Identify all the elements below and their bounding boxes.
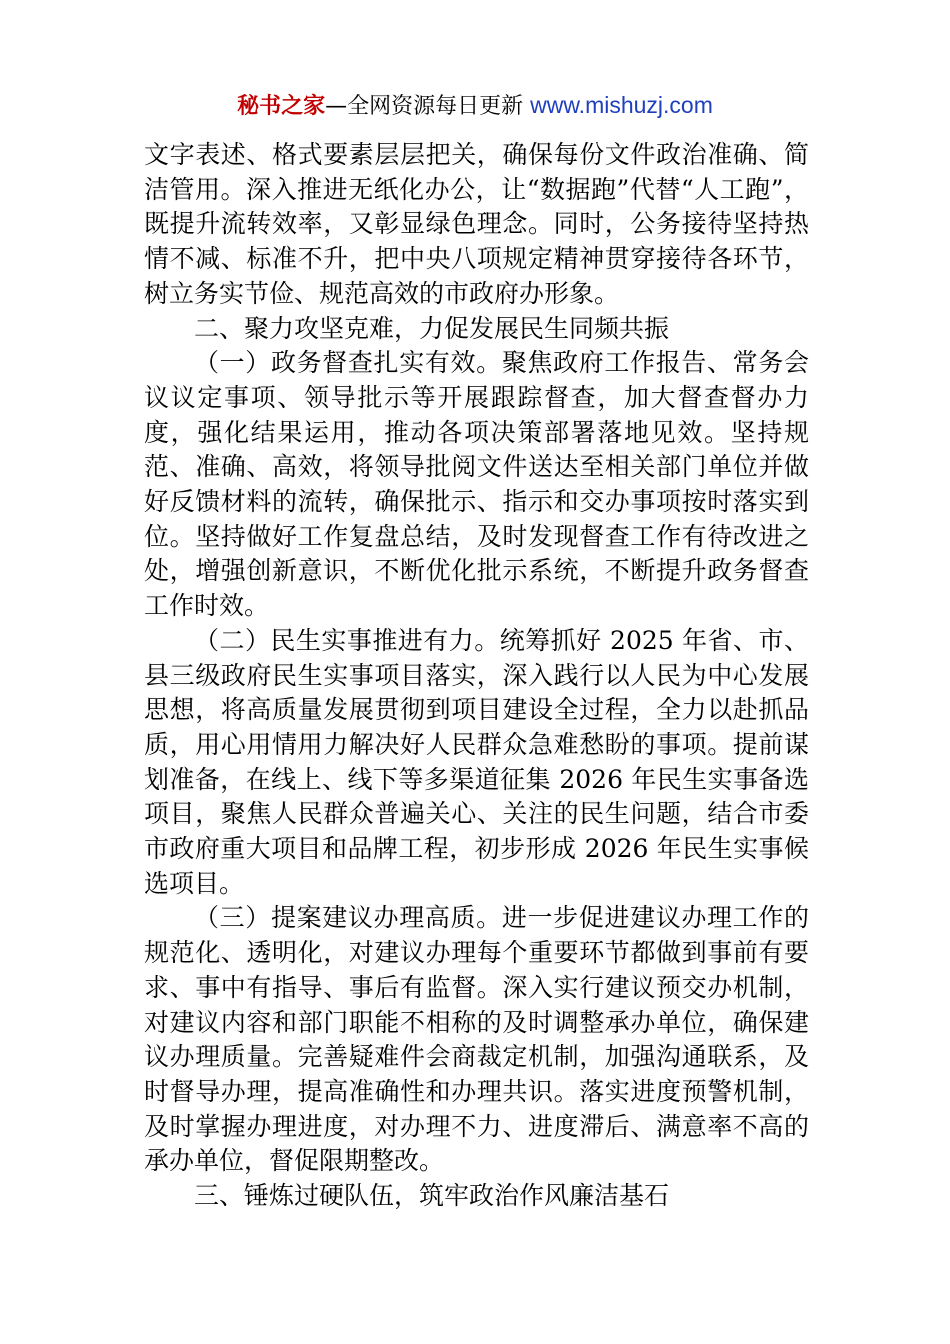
document-body xyxy=(144,138,809,1214)
site-url-link[interactable]: www.mishuzj.com xyxy=(530,92,713,118)
paragraph-livelihood: （二）民生实事推进有力。统筹抓好 2025 年省、市、县三级政府民生实事项目落实，深入践行以人民为中心发展思想，将高质量发展贯彻到项目建设全过程，全力以赴抓品质，用心用情用力解决好人民群众急难愁盼的事项。提前谋划准备，在线上、线下等多渠道征集 2026 年民生实事备选项目，聚焦人民群众普遍关心、关注的民生问题，结合市委市政府重大项目和品牌工程，初步形成 2026 年民生实事候选项目。 xyxy=(144,625,809,898)
header-tagline: —全网资源每日更新 xyxy=(325,94,531,119)
paragraph-continued: 文字表述、格式要素层层把关，确保每份文件政治准确、简洁管用。深入推进无纸化办公，让“数据跑”代替“人工跑”，既提升流转效率，又彰显绿色理念。同时，公务接待坚持热情不减、标准不升，把中央八项规定精神贯穿接待各环节，树立务实节俭、规范高效的市政府办形象。 xyxy=(144,140,809,308)
section-heading-2: 二、聚力攻坚克难，力促发展民生同频共振 xyxy=(194,313,670,343)
paragraph-proposals: （三）提案建议办理高质。进一步促进建议办理工作的规范化、透明化，对建议办理每个重要环节都做到事前有要求、事中有指导、事后有监督。深入实行建议预交办机制，对建议内容和部门职能不相称的及时调整承办单位，确保建议办理质量。完善疑难件会商裁定机制，加强沟通联系，及时督导办理，提高准确性和办理共识。落实进度预警机制，及时掌握办理进度，对办理不力、进度滞后、满意率不高的承办单位，督促限期整改。 xyxy=(144,903,809,1176)
section-heading-3: 三、锤炼过硬队伍，筑牢政治作风廉洁基石 xyxy=(194,1181,670,1211)
paragraph-supervision: （一）政务督查扎实有效。聚焦政府工作报告、常务会议议定事项、领导批示等开展跟踪督查，加大督查督办力度，强化结果运用，推动各项决策部署落地见效。坚持规范、准确、高效，将领导批阅文件送达至相关部门单位并做好反馈材料的流转，确保批示、指示和交办事项按时落实到位。坚持做好工作复盘总结，及时发现督查工作有待改进之处，增强创新意识，不断优化批示系统，不断提升政务督查工作时效。 xyxy=(144,348,809,621)
page-header xyxy=(0,90,950,122)
brand-name: 秘书之家 xyxy=(237,94,326,119)
